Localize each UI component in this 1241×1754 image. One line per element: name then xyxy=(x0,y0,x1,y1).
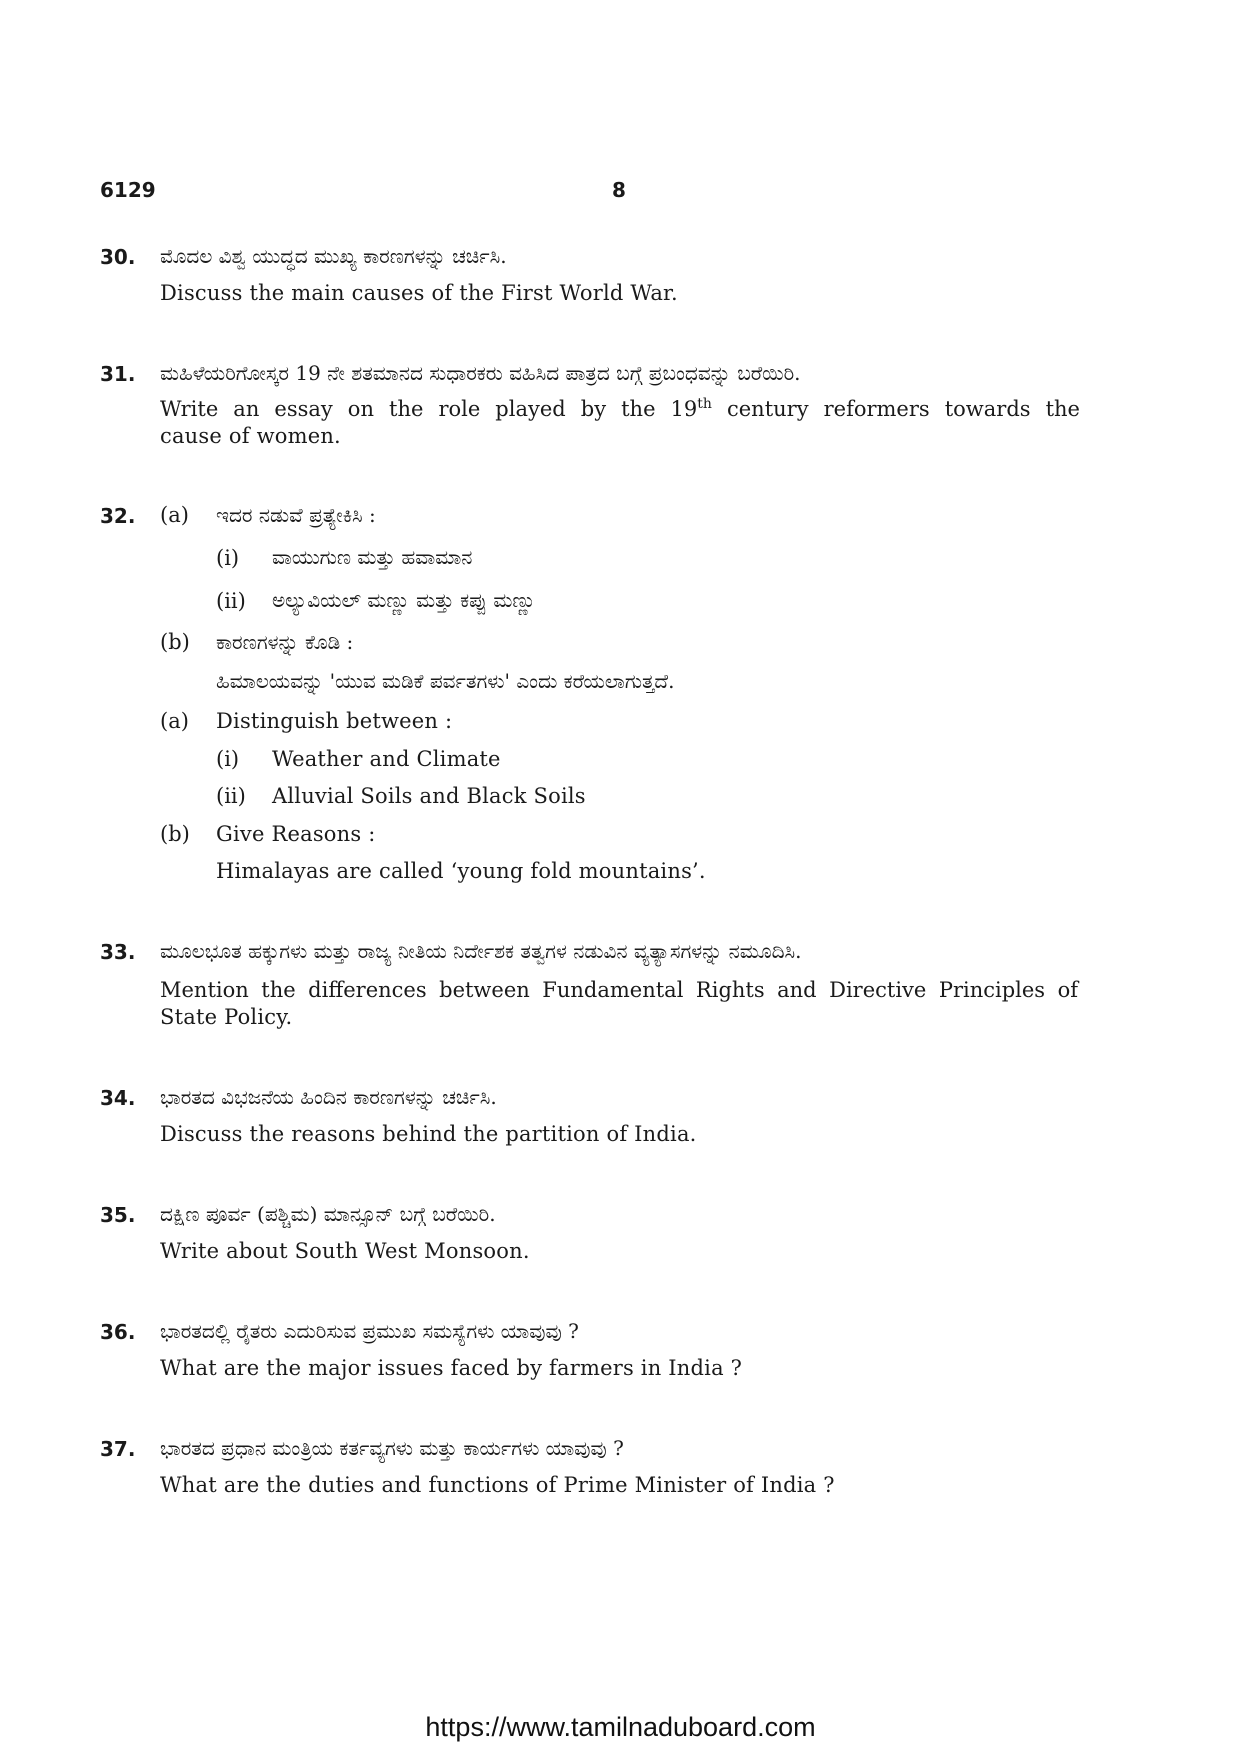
question-english-line-2: State Policy. xyxy=(160,1005,293,1029)
question-number: 32. xyxy=(100,504,136,528)
part-a-english: Distinguish between : xyxy=(216,709,453,733)
sub-ii-label: (ii) xyxy=(216,589,246,613)
sub-ii-english: Alluvial Soils and Black Soils xyxy=(272,784,586,808)
sub-i-english: Weather and Climate xyxy=(272,747,501,771)
question-english: Discuss the reasons behind the partition of India. xyxy=(160,1122,697,1146)
question-english: Discuss the main causes of the First World War. xyxy=(160,281,678,305)
question-number: 31. xyxy=(100,362,136,386)
question-number: 37. xyxy=(100,1437,136,1461)
part-b-kannada: ಕಾರಣಗಳನ್ನು ಕೊಡಿ : xyxy=(216,630,354,654)
question-kannada: ಮೊದಲ ವಿಶ್ವ ಯುದ್ಧದ ಮುಖ್ಯ ಕಾರಣಗಳನ್ನು ಚರ್ಚಿಸಿ. xyxy=(160,244,507,268)
part-a-label: (a) xyxy=(160,503,189,527)
part-b-label: (b) xyxy=(160,822,190,846)
question-number: 36. xyxy=(100,1320,136,1344)
question-number: 35. xyxy=(100,1203,136,1227)
footer-url: https://www.tamilnaduboard.com xyxy=(425,1712,816,1742)
paper-code: 6129 xyxy=(100,178,156,202)
part-b-english: Give Reasons : xyxy=(216,822,376,846)
question-english-line-1: Write an essay on the role played by the 19th century reformers towards the xyxy=(160,396,1080,421)
question-english: What are the duties and functions of Prime Minister of India ? xyxy=(160,1473,835,1497)
sub-i-label: (i) xyxy=(216,546,240,570)
question-kannada: ದಕ್ಷಿಣ ಪೂರ್ವ (ಪಶ್ಚಿಮ) ಮಾನ್ಸೂನ್ ಬಗ್ಗೆ ಬರೆಯಿರಿ. xyxy=(160,1202,496,1226)
sub-i-label: (i) xyxy=(216,747,240,771)
page-number: 8 xyxy=(612,178,626,202)
question-english-line-2: cause of women. xyxy=(160,424,341,448)
question-english: What are the major issues faced by farmers in India ? xyxy=(160,1356,743,1380)
part-b-label: (b) xyxy=(160,630,190,654)
question-number: 33. xyxy=(100,940,136,964)
sub-ii-label: (ii) xyxy=(216,784,246,808)
part-a-label: (a) xyxy=(160,709,189,733)
sub-i-kannada: ವಾಯುಗುಣ ಮತ್ತು ಹವಾಮಾನ xyxy=(272,545,473,569)
question-english: Write about South West Monsoon. xyxy=(160,1239,530,1263)
part-b-detail-english: Himalayas are called ‘young fold mountains’. xyxy=(216,859,706,883)
question-kannada: ಮೂಲಭೂತ ಹಕ್ಕುಗಳು ಮತ್ತು ರಾಜ್ಯ ನೀತಿಯ ನಿರ್ದೇಶಕ ತತ್ವಗಳ ನಡುವಿನ ವ್ಯತ್ಯಾಸಗಳನ್ನು ನಮೂದಿಸಿ. xyxy=(160,939,802,963)
question-kannada: ಭಾರತದಲ್ಲಿ ರೈತರು ಎದುರಿಸುವ ಪ್ರಮುಖ ಸಮಸ್ಯೆಗಳು ಯಾವುವು ? xyxy=(160,1319,579,1343)
question-kannada: ಭಾರತದ ವಿಭಜನೆಯ ಹಿಂದಿನ ಕಾರಣಗಳನ್ನು ಚರ್ಚಿಸಿ. xyxy=(160,1085,497,1109)
part-b-detail-kannada: ಹಿಮಾಲಯವನ್ನು 'ಯುವ ಮಡಿಕೆ ಪರ್ವತಗಳು' ಎಂದು ಕರೆಯಲಾಗುತ್ತದೆ. xyxy=(216,669,675,693)
sub-ii-kannada: ಅಲ್ಯುವಿಯಲ್ ಮಣ್ಣು ಮತ್ತು ಕಪ್ಪು ಮಣ್ಣು xyxy=(272,588,536,612)
part-a-kannada: ಇದರ ನಡುವೆ ಪ್ರತ್ಯೇಕಿಸಿ : xyxy=(216,503,376,527)
question-english-line-1: Mention the differences between Fundamental Rights and Directive Principles of xyxy=(160,978,1078,1002)
question-kannada: ಮಹಿಳೆಯರಿಗೋಸ್ಕರ 19 ನೇ ಶತಮಾನದ ಸುಧಾರಕರು ವಹಿಸಿದ ಪಾತ್ರದ ಬಗ್ಗೆ ಪ್ರಬಂಧವನ್ನು ಬರೆಯಿರಿ. xyxy=(160,361,801,385)
question-number: 34. xyxy=(100,1086,136,1110)
question-number: 30. xyxy=(100,245,136,269)
question-kannada: ಭಾರತದ ಪ್ರಧಾನ ಮಂತ್ರಿಯ ಕರ್ತವ್ಯಗಳು ಮತ್ತು ಕಾರ್ಯಗಳು ಯಾವುವು ? xyxy=(160,1436,624,1460)
